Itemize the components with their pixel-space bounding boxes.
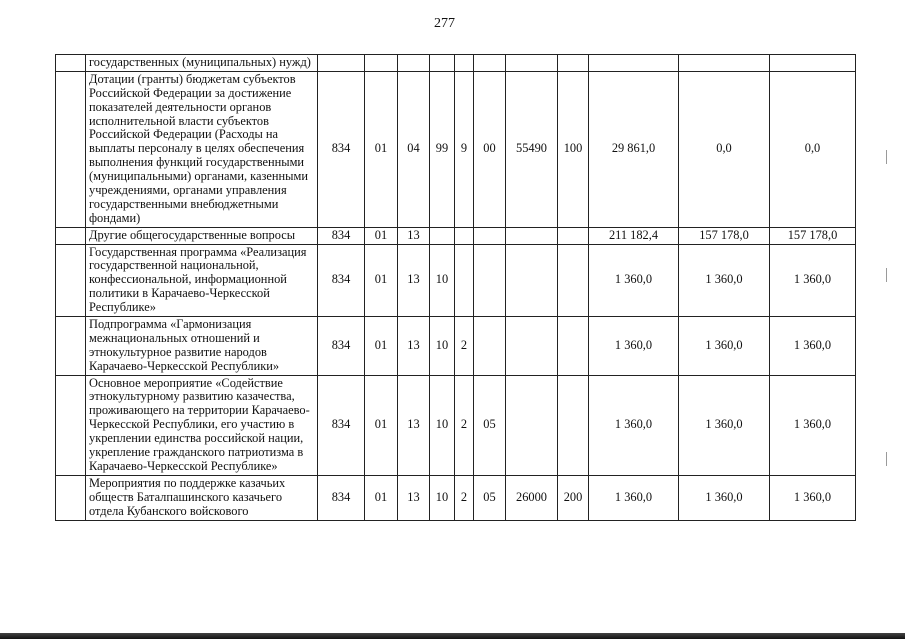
main-activity-cell: 05 (474, 375, 506, 475)
scan-artifact (886, 268, 887, 282)
main-activity-cell (474, 55, 506, 72)
expense-type-cell: 200 (558, 475, 589, 520)
description-cell: Государственная программа «Реализация государственной национальной, конфессиональной, информационной политики в Карачаево-Черкесской Республике» (86, 244, 318, 316)
budget-table (55, 54, 856, 521)
ministry-code-cell: 834 (318, 317, 365, 376)
section-cell: 01 (365, 375, 398, 475)
amount-year3-cell: 1 360,0 (770, 317, 856, 376)
subprogram-cell: 9 (455, 71, 474, 227)
table-row (56, 55, 856, 72)
main-activity-cell (474, 244, 506, 316)
ministry-code-cell: 834 (318, 475, 365, 520)
amount-year1-cell: 1 360,0 (589, 317, 679, 376)
amount-year3-cell: 1 360,0 (770, 475, 856, 520)
section-cell: 01 (365, 227, 398, 244)
expense-type-cell (558, 375, 589, 475)
ministry-code-cell: 834 (318, 244, 365, 316)
amount-year1-cell: 1 360,0 (589, 475, 679, 520)
row-index-cell (56, 244, 86, 316)
section-cell: 01 (365, 244, 398, 316)
section-cell: 01 (365, 475, 398, 520)
scan-artifact (886, 150, 887, 164)
row-index-cell (56, 71, 86, 227)
description-cell: Основное мероприятие «Содействие этнокультурному развитию казачества, проживающего на территории Карачаево-Черкесской Республики, его участию в укреплении единства российской нации, укрепление гражданского патриотизма в Карачаево-Черкесской Республике» (86, 375, 318, 475)
ministry-code-cell: 834 (318, 71, 365, 227)
subsection-cell: 13 (398, 244, 430, 316)
expense-type-cell: 100 (558, 71, 589, 227)
amount-year2-cell: 1 360,0 (679, 317, 770, 376)
description-cell: Другие общегосударственные вопросы (86, 227, 318, 244)
subsection-cell: 13 (398, 227, 430, 244)
program-cell (430, 55, 455, 72)
program-cell: 10 (430, 317, 455, 376)
section-cell (365, 55, 398, 72)
direction-cell (506, 375, 558, 475)
table-row (56, 317, 856, 376)
expense-type-cell (558, 244, 589, 316)
amount-year3-cell: 0,0 (770, 71, 856, 227)
table-row (56, 244, 856, 316)
section-cell: 01 (365, 317, 398, 376)
program-cell: 10 (430, 244, 455, 316)
description-cell: Дотации (гранты) бюджетам субъектов Российской Федерации за достижение показателей деятельности органов исполнительной власти субъектов Российской Федерации (Расходы на выплаты персоналу в целях обеспечения выполнения функций государственными (муниципальными) органами, казенными учреждениями, органами управления государственными внебюджетными фондами) (86, 71, 318, 227)
expense-type-cell (558, 55, 589, 72)
expense-type-cell (558, 317, 589, 376)
amount-year2-cell: 1 360,0 (679, 475, 770, 520)
main-activity-cell (474, 317, 506, 376)
main-activity-cell: 05 (474, 475, 506, 520)
row-index-cell (56, 227, 86, 244)
row-index-cell (56, 55, 86, 72)
amount-year1-cell: 1 360,0 (589, 244, 679, 316)
subprogram-cell (455, 55, 474, 72)
direction-cell (506, 244, 558, 316)
description-cell: государственных (муниципальных) нужд) (86, 55, 318, 72)
table-row (56, 227, 856, 244)
scan-artifact (886, 452, 887, 466)
direction-cell: 26000 (506, 475, 558, 520)
amount-year1-cell (589, 55, 679, 72)
subprogram-cell (455, 227, 474, 244)
description-cell: Мероприятия по поддержке казачьих обществ Баталпашинского казачьего отдела Кубанского войскового (86, 475, 318, 520)
subprogram-cell: 2 (455, 475, 474, 520)
table-row (56, 375, 856, 475)
subprogram-cell: 2 (455, 317, 474, 376)
program-cell: 10 (430, 475, 455, 520)
amount-year2-cell: 157 178,0 (679, 227, 770, 244)
table-row (56, 71, 856, 227)
amount-year1-cell: 29 861,0 (589, 71, 679, 227)
subprogram-cell: 2 (455, 375, 474, 475)
amount-year3-cell: 157 178,0 (770, 227, 856, 244)
main-activity-cell: 00 (474, 71, 506, 227)
table-row (56, 475, 856, 520)
amount-year3-cell (770, 55, 856, 72)
expense-type-cell (558, 227, 589, 244)
subsection-cell: 13 (398, 375, 430, 475)
row-index-cell (56, 475, 86, 520)
amount-year3-cell: 1 360,0 (770, 375, 856, 475)
ministry-code-cell (318, 55, 365, 72)
subsection-cell (398, 55, 430, 72)
program-cell: 99 (430, 71, 455, 227)
amount-year2-cell: 1 360,0 (679, 244, 770, 316)
description-cell: Подпрограмма «Гармонизация межнациональных отношений и этнокультурное развитие народов Карачаево-Черкесской Республики» (86, 317, 318, 376)
subsection-cell: 13 (398, 317, 430, 376)
row-index-cell (56, 375, 86, 475)
direction-cell: 55490 (506, 71, 558, 227)
page-number: 277 (434, 16, 455, 31)
amount-year3-cell: 1 360,0 (770, 244, 856, 316)
amount-year1-cell: 1 360,0 (589, 375, 679, 475)
program-cell (430, 227, 455, 244)
direction-cell (506, 317, 558, 376)
subsection-cell: 04 (398, 71, 430, 227)
subsection-cell: 13 (398, 475, 430, 520)
program-cell: 10 (430, 375, 455, 475)
row-index-cell (56, 317, 86, 376)
ministry-code-cell: 834 (318, 375, 365, 475)
section-cell: 01 (365, 71, 398, 227)
amount-year2-cell (679, 55, 770, 72)
main-activity-cell (474, 227, 506, 244)
scan-bottom-edge (0, 633, 905, 639)
amount-year1-cell: 211 182,4 (589, 227, 679, 244)
amount-year2-cell: 0,0 (679, 71, 770, 227)
subprogram-cell (455, 244, 474, 316)
direction-cell (506, 227, 558, 244)
ministry-code-cell: 834 (318, 227, 365, 244)
direction-cell (506, 55, 558, 72)
amount-year2-cell: 1 360,0 (679, 375, 770, 475)
